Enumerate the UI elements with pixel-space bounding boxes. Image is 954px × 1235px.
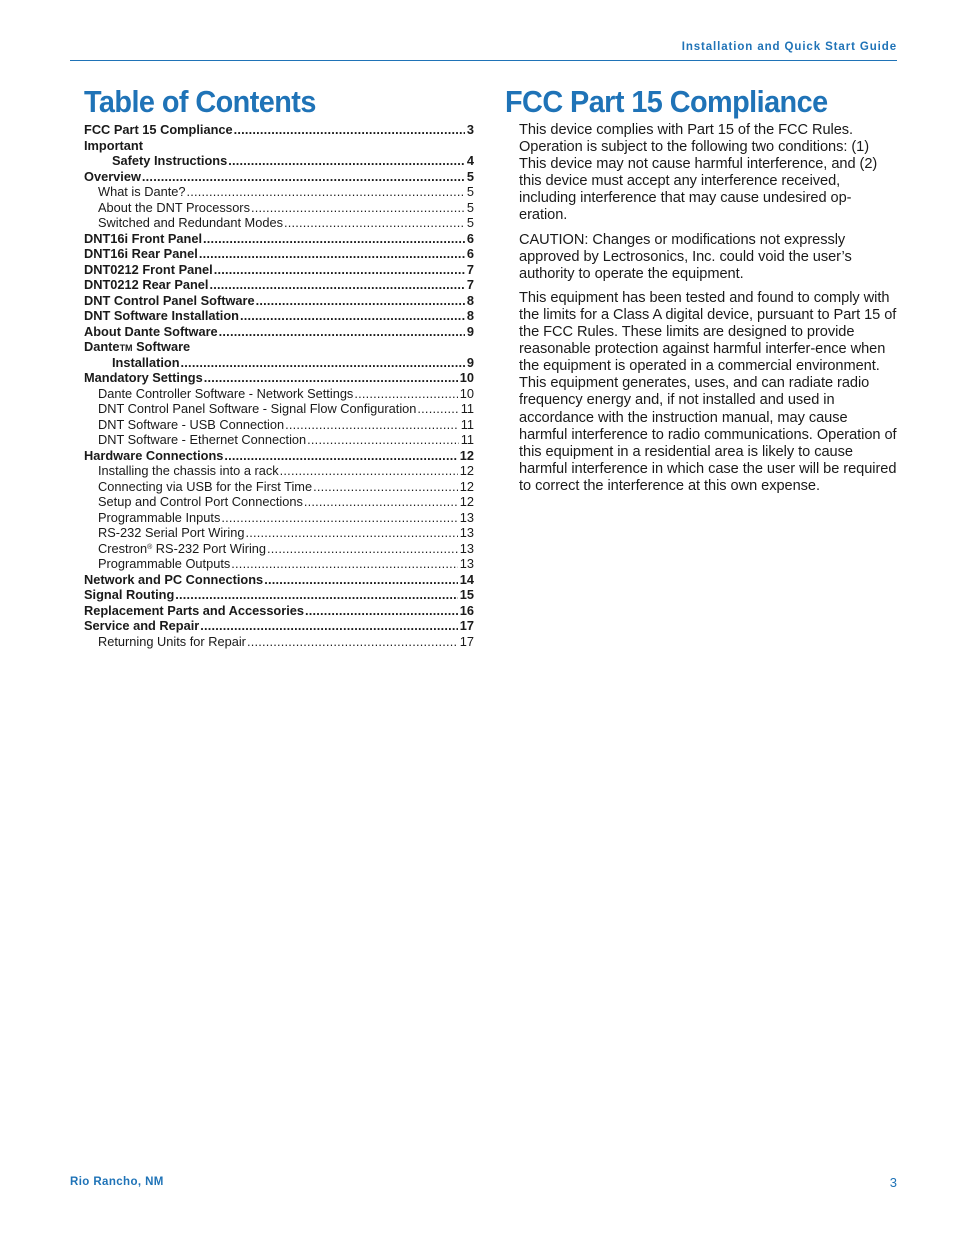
toc-entry[interactable]: Programmable Outputs ..... 13 <box>84 556 474 572</box>
toc-entry[interactable]: DNT Control Panel Software ..... 8 <box>84 293 474 309</box>
page-number: 3 <box>889 1175 897 1190</box>
toc-entry[interactable]: What is Dante? ..... 5 <box>84 184 474 200</box>
toc-entry[interactable]: DanteTM Software <box>84 339 191 354</box>
fcc-body <box>519 122 899 502</box>
toc-entry[interactable]: DNT0212 Rear Panel ..... 7 <box>84 277 474 293</box>
toc-entry[interactable]: Replacement Parts and Accessories ..... 16 <box>84 603 474 619</box>
toc-entry[interactable]: DNT16i Rear Panel ..... 6 <box>84 246 474 262</box>
toc-entry[interactable]: Installation ..... 9 <box>84 355 474 371</box>
table-of-contents <box>84 122 474 649</box>
toc-entry[interactable]: About the DNT Processors ..... 5 <box>84 200 474 216</box>
toc-entry[interactable]: DNT Software Installation ..... 8 <box>84 308 474 324</box>
fcc-paragraph: This equipment has been tested and found to comply with the limits for a Class A digital device, pursuant to Part 15 of the FCC Rules. These limits are designed to provide reasonable protection against harmful interfer-ence when the equipment is operated in a commercial environment. This equipment generates, uses, and can radiate radio frequency energy and, if not installed and used in accordance with the instruction manual, may cause harmful interference to radio communications. Operation of this equipment in a residential area is likely to cause harmful interference in which case the user will be required to correct the interference at this own expense. <box>519 289 897 494</box>
toc-entry[interactable]: Connecting via USB for the First Time ..... 12 <box>84 479 474 495</box>
toc-entry[interactable]: Crestron® RS-232 Port Wiring ..... 13 <box>84 541 474 557</box>
fcc-paragraph: This device complies with Part 15 of the FCC Rules. Operation is subject to the following two conditions: (1) This device may not cause harmful interference, and (2) this device must accept any interference received, including interference that may cause undesired op-eration. <box>519 122 878 224</box>
toc-entry[interactable]: Overview ..... 5 <box>84 169 474 185</box>
toc-entry[interactable]: DNT16i Front Panel ..... 6 <box>84 231 474 247</box>
toc-entry[interactable]: DNT0212 Front Panel ..... 7 <box>84 262 474 278</box>
toc-entry[interactable]: DNT Software - Ethernet Connection ..... 11 <box>84 432 474 448</box>
toc-entry[interactable]: Signal Routing ..... 15 <box>84 587 474 603</box>
toc-entry[interactable]: Returning Units for Repair ..... 17 <box>84 634 474 650</box>
fcc-paragraph: CAUTION: Changes or modifications not expressly approved by Lectrosonics, Inc. could void the user’s authority to operate the equipment. <box>519 231 852 282</box>
toc-entry[interactable]: Switched and Redundant Modes ..... 5 <box>84 215 474 231</box>
toc-entry[interactable]: Important <box>84 137 144 153</box>
toc-entry[interactable]: Installing the chassis into a rack ..... 12 <box>84 463 474 479</box>
toc-entry[interactable]: RS-232 Serial Port Wiring ..... 13 <box>84 525 474 541</box>
toc-entry[interactable]: Hardware Connections ..... 12 <box>84 448 474 464</box>
toc-entry[interactable]: About Dante Software ..... 9 <box>84 324 474 340</box>
running-header: Installation and Quick Start Guide <box>681 41 897 53</box>
toc-entry[interactable]: Safety Instructions ..... 4 <box>84 153 474 169</box>
toc-title: Table of Contents <box>84 84 316 119</box>
toc-entry[interactable]: Service and Repair ..... 17 <box>84 618 474 634</box>
toc-entry[interactable]: Dante Controller Software - Network Settings ..... 10 <box>84 386 474 402</box>
toc-entry[interactable]: Setup and Control Port Connections ..... 12 <box>84 494 474 510</box>
toc-entry[interactable]: DNT Control Panel Software - Signal Flow Configuration ..... 11 <box>84 401 474 417</box>
fcc-title: FCC Part 15 Compliance <box>505 84 828 119</box>
toc-entry[interactable]: Mandatory Settings ..... 10 <box>84 370 474 386</box>
toc-entry[interactable]: FCC Part 15 Compliance ..... 3 <box>84 122 474 138</box>
footer-location: Rio Rancho, NM <box>70 1176 164 1188</box>
toc-entry[interactable]: Programmable Inputs ..... 13 <box>84 510 474 526</box>
toc-entry[interactable]: Network and PC Connections ..... 14 <box>84 572 474 588</box>
toc-entry[interactable]: DNT Software - USB Connection ..... 11 <box>84 417 474 433</box>
header-rule <box>70 60 897 61</box>
